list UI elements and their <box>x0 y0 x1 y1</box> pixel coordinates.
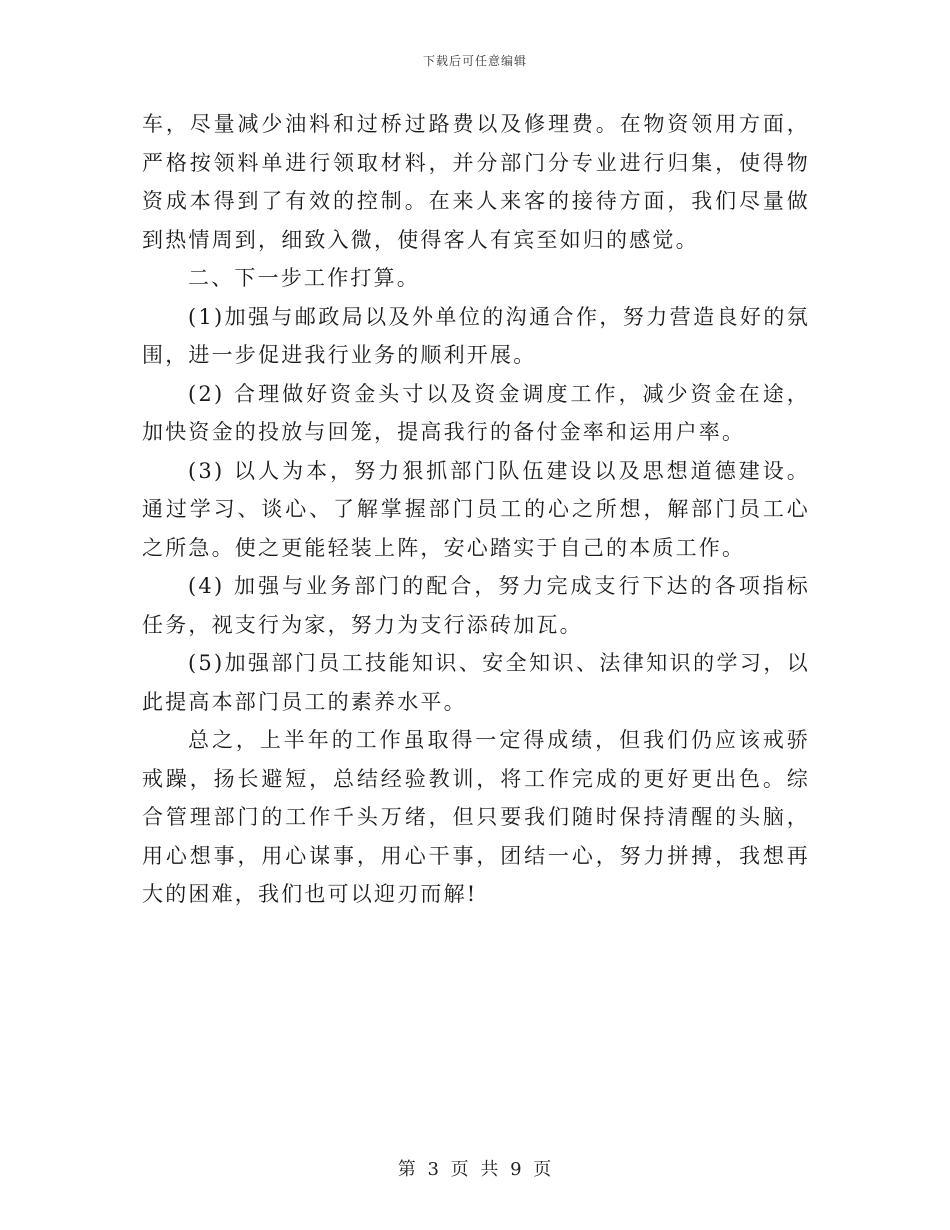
page-footer <box>0 1155 950 1181</box>
list-item-4: (4) 加强与业务部门的配合，努力完成支行下达的各项指标任务，视支行为家，努力为支行添砖加瓦。 <box>142 574 810 637</box>
list-item-2: (2) 合理做好资金头寸以及资金调度工作，减少资金在途，加快资金的投放与回笼，提高我行的备付金率和运用户率。 <box>142 381 810 444</box>
footer-total-word: 共 <box>480 1159 500 1180</box>
section-heading-next-steps: 二、下一步工作打算。 <box>188 266 420 290</box>
list-item-5: (5)加强部门员工技能知识、安全知识、法律知识的学习，以此提高本部门员工的素养水平。 <box>142 651 810 714</box>
page-header: 下载后可任意编辑 <box>422 54 527 68</box>
paragraph-continuation: 车，尽量减少油料和过桥过路费以及修理费。在物资领用方面，严格按领料单进行领取材料，并分部门分专业进行归集，使得物资成本得到了有效的控制。在来人来客的接待方面，我们尽量做到热情周到，细致入微，使得客人有宾至如归的感觉。 <box>142 112 810 252</box>
list-item-3: (3) 以人为本，努力狠抓部门队伍建设以及思想道德建设。通过学习、谈心、了解掌握部门员工的心之所想，解部门员工心之所急。使之更能轻装上阵，安心踏实于自己的本质工作。 <box>142 458 810 560</box>
list-item-1: (1)加强与邮政局以及外单位的沟通合作，努力营造良好的氛围，进一步促进我行业务的顺利开展。 <box>142 304 810 367</box>
document-body <box>142 105 810 914</box>
footer-prefix: 第 <box>397 1159 417 1180</box>
footer-current-page: 3 <box>427 1159 440 1180</box>
footer-suffix: 页 <box>533 1159 553 1180</box>
conclusion-paragraph: 总之，上半年的工作虽取得一定得成绩，但我们仍应该戒骄戒躁，扬长避短，总结经验教训，将工作完成的更好更出色。综合管理部门的工作千头万绪，但只要我们随时保持清醒的头脑，用心想事，用心谋事，用心干事，团结一心，努力拼搏，我想再大的困难，我们也可以迎刃而解! <box>142 728 810 906</box>
footer-total-pages: 9 <box>510 1159 523 1180</box>
footer-page-word: 页 <box>450 1159 470 1180</box>
